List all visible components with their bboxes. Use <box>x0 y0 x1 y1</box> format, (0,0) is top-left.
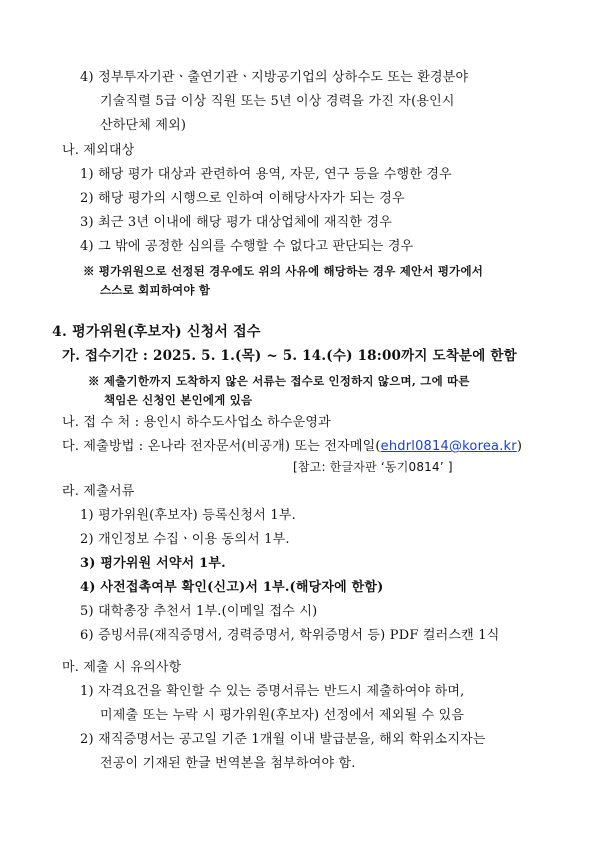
exclusion-note-line2: 스스로 회피하여야 함 <box>100 283 211 297</box>
section-4-heading: 4. 평가위원(후보자) 신청서 접수 <box>52 324 261 340</box>
documents-title: 라. 제출서류 <box>62 484 135 499</box>
document-item-4: 4) 사전접촉여부 확인(신고)서 1부.(해당자에 한함) <box>80 580 384 595</box>
document-item-2: 2) 개인정보 수집ㆍ이용 동의서 1부. <box>80 532 290 547</box>
qualification-item-4-line2: 기술직렬 5급 이상 직원 또는 5년 이상 경력을 가진 자(용인시 <box>100 94 455 109</box>
submission-receiver: 나. 접 수 처 : 용인시 하수도사업소 하수운영과 <box>62 415 331 430</box>
exclusion-title: 나. 제외대상 <box>62 143 135 158</box>
exclusion-item-1: 1) 해당 평가 대상과 관련하여 용역, 자문, 연구 등을 수행한 경우 <box>80 167 452 182</box>
document-item-3: 3) 평가위원 서약서 1부. <box>80 556 226 571</box>
caution-1-line2: 미제출 또는 누락 시 평가위원(후보자) 선정에서 제외될 수 있음 <box>100 708 465 723</box>
exclusion-item-2: 2) 해당 평가의 시행으로 인하여 이해당사자가 되는 경우 <box>80 191 405 206</box>
keyboard-reference-note: [참고: 한글자판 ‘동기0814’ ] <box>293 460 453 474</box>
submission-method-suffix: ) <box>516 439 523 454</box>
qualification-item-4-line3: 산하단체 제외) <box>100 118 187 133</box>
exclusion-item-3: 3) 최근 3년 이내에 해당 평가 대상업체에 재직한 경우 <box>80 215 393 230</box>
document-item-6: 6) 증빙서류(재직증명서, 경력증명서, 학위증명서 등) PDF 컬러스캔 1식 <box>80 628 500 643</box>
cautions-title: 마. 제출 시 유의사항 <box>62 660 182 675</box>
document-item-1: 1) 평가위원(후보자) 등록신청서 1부. <box>80 508 296 523</box>
submission-method <box>62 438 522 456</box>
period-note-line1: ※ 제출기한까지 도착하지 않은 서류는 접수로 인정하지 않으며, 그에 따른 <box>88 374 470 388</box>
caution-2-line1: 2) 재직증명서는 공고일 기준 1개월 이내 발급분을, 해외 학위소지자는 <box>80 732 486 747</box>
exclusion-item-4: 4) 그 밖에 공정한 심의를 수행할 수 없다고 판단되는 경우 <box>80 239 414 254</box>
email-link[interactable]: ehdrl0814@korea.kr <box>380 439 517 454</box>
caution-1-line1: 1) 자격요건을 확인할 수 있는 증명서류는 반드시 제출하여야 하며, <box>80 684 465 699</box>
period-note-line2: 책임은 신청인 본인에게 있음 <box>104 393 253 407</box>
qualification-item-4-line1: 4) 정부투자기관ㆍ출연기관ㆍ지방공기업의 상하수도 또는 환경분야 <box>80 70 469 85</box>
submission-period: 가. 접수기간 : 2025. 5. 1.(목) ~ 5. 14.(수) 18:00까지 도착분에 한함 <box>62 348 517 364</box>
document-item-5: 5) 대학총장 추천서 1부.(이메일 접수 시) <box>80 604 318 619</box>
exclusion-note-line1: ※ 평가위원으로 선정된 경우에도 위의 사유에 해당하는 경우 제안서 평가에서 <box>83 264 484 278</box>
submission-method-prefix: 다. 제출방법 : 온나라 전자문서(비공개) 또는 전자메일( <box>62 439 381 454</box>
caution-2-line2: 전공이 기재된 한글 번역본을 첨부하여야 함. <box>100 756 356 771</box>
